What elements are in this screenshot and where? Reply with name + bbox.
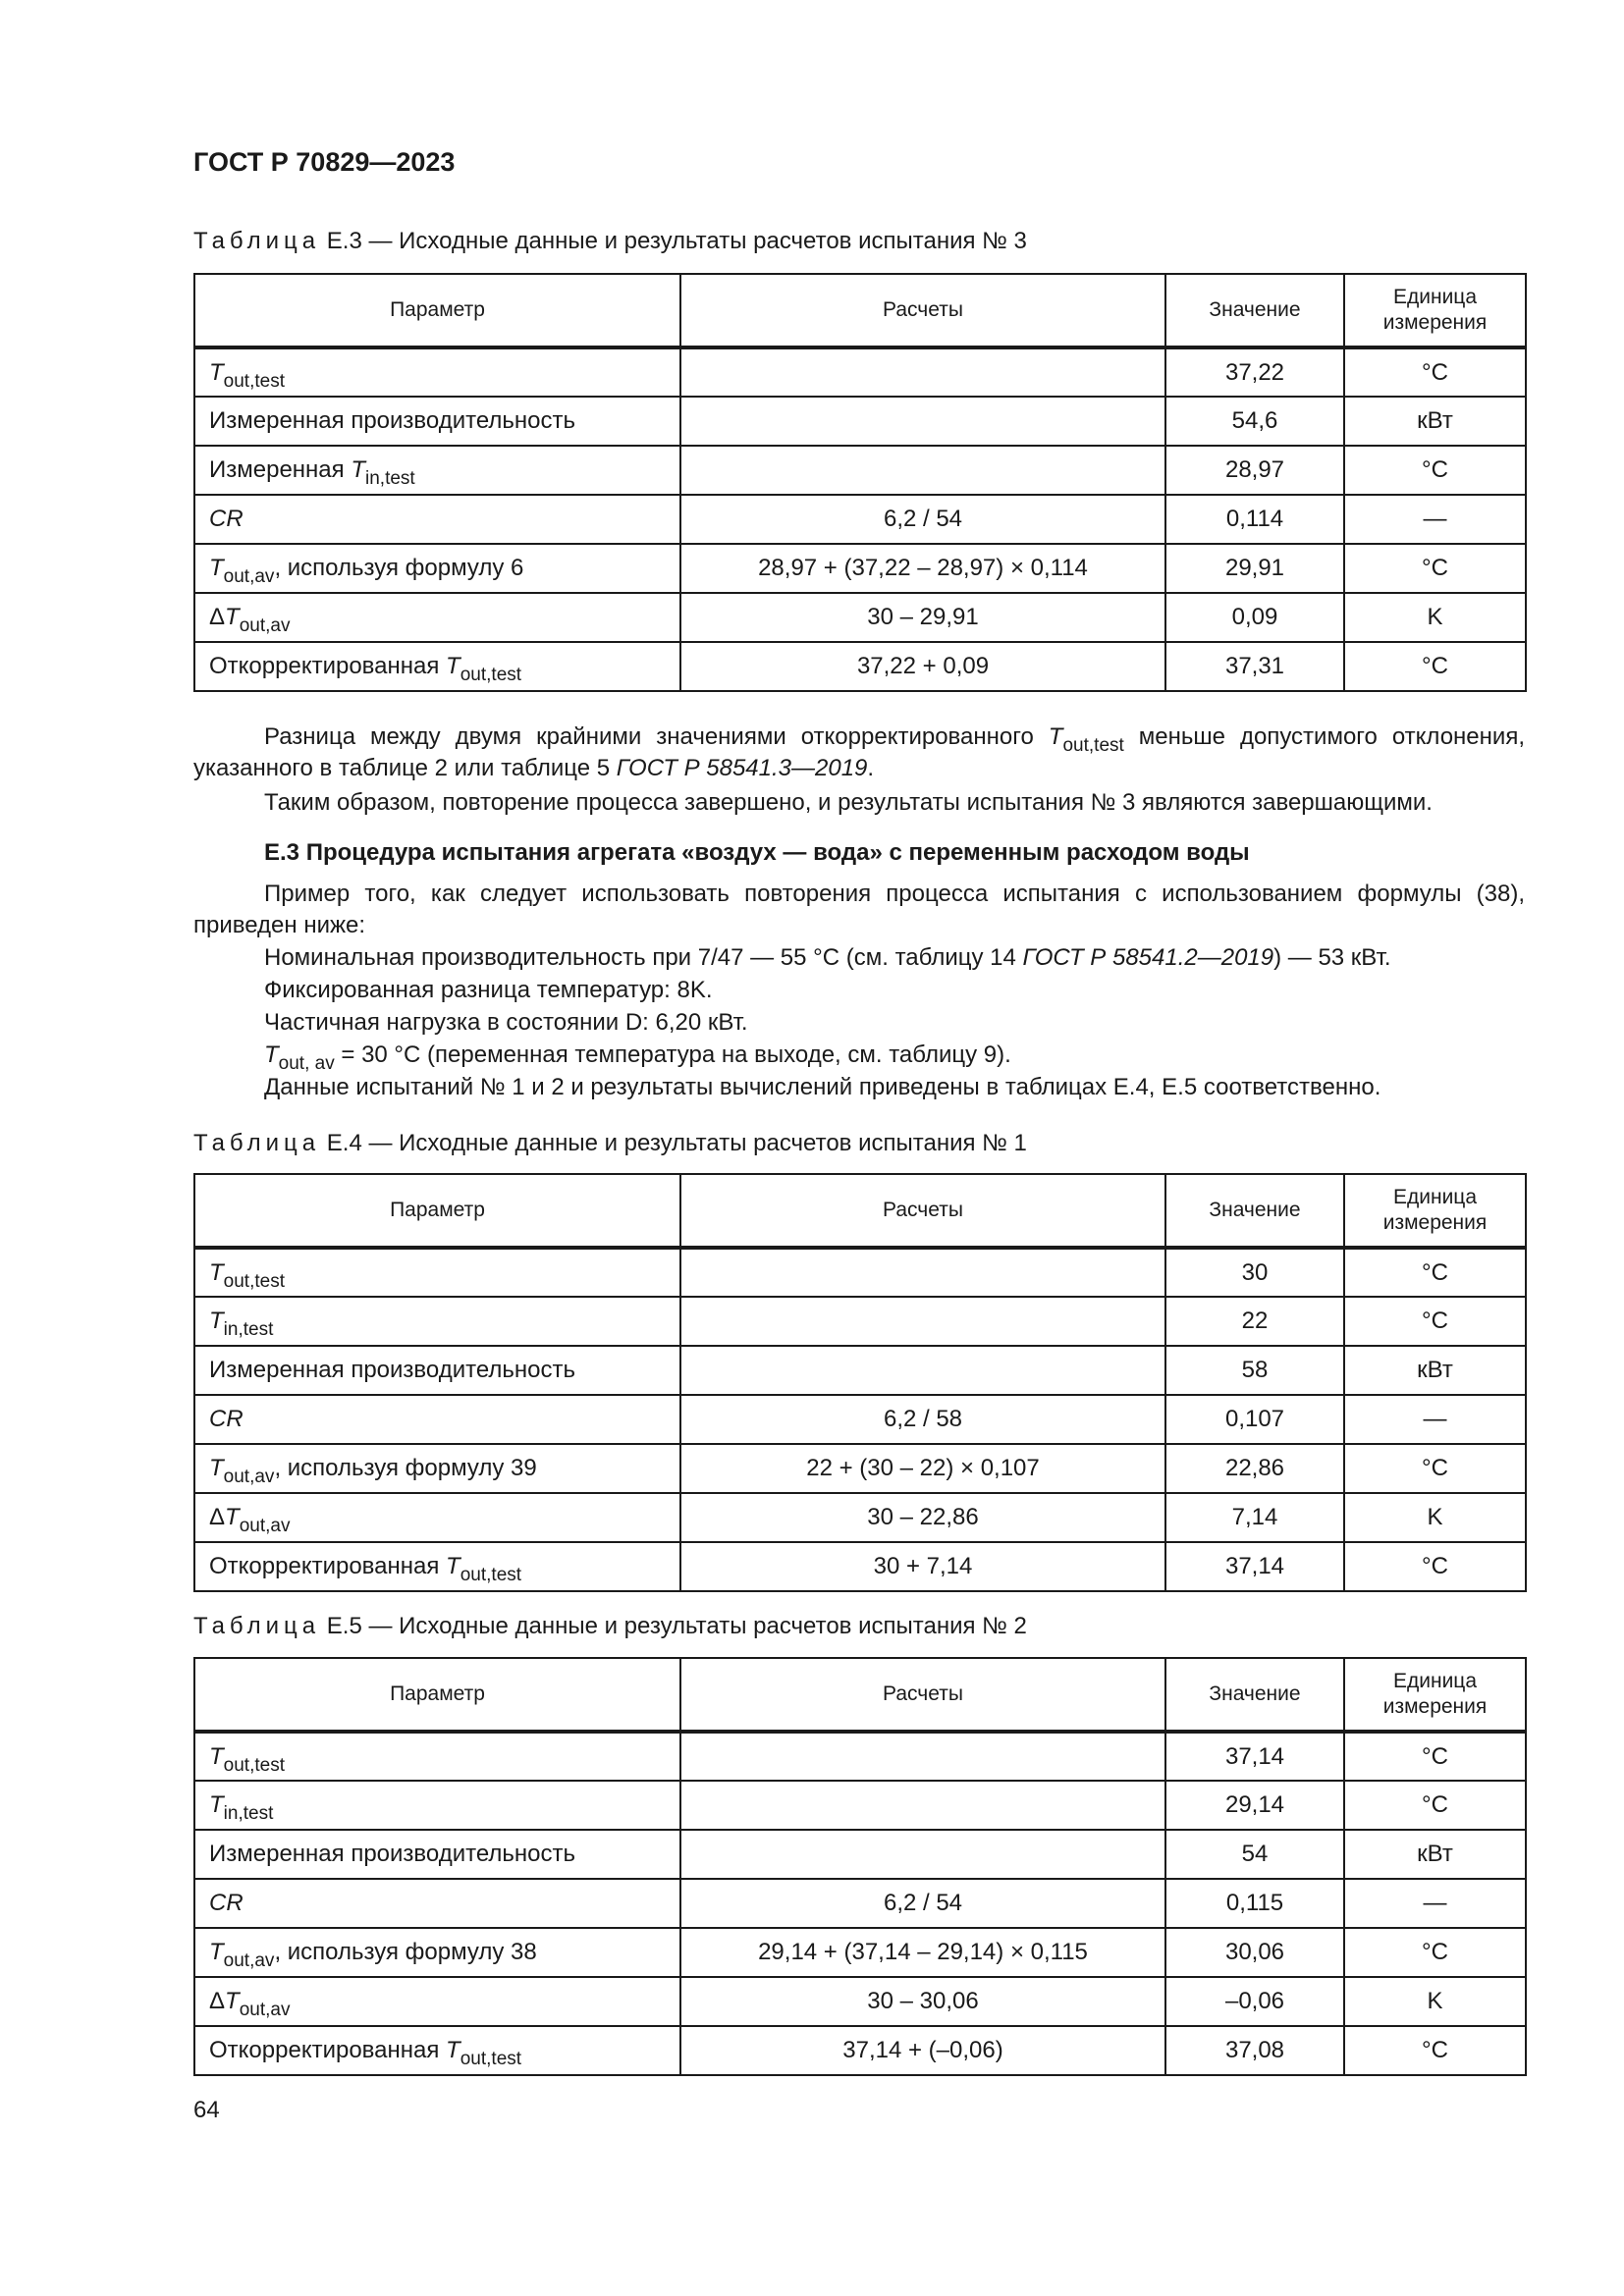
calc-cell	[680, 1830, 1165, 1879]
value-cell: 37,08	[1165, 2026, 1344, 2075]
unit-cell: °C	[1344, 1542, 1526, 1591]
header-param: Параметр	[194, 1658, 680, 1732]
unit-cell: кВт	[1344, 1830, 1526, 1879]
table-e4-caption	[193, 1130, 1027, 1157]
calc-cell: 29,14 + (37,14 – 29,14) × 0,115	[680, 1928, 1165, 1977]
param-cell: Измеренная производительность	[194, 397, 680, 446]
paragraph-difference: Разница между двумя крайними значениями откорректированного $T_{out,test}$ меньше допустимого отклонения, указанного в таблице 2 или таблице 5 ГОСТ Р 58541.3—2019.	[193, 723, 1525, 781]
param-cell: Откорректированная $T_{out,test}$	[194, 2026, 680, 2075]
document-header: ГОСТ Р 70829—2023	[193, 147, 456, 177]
unit-cell: кВт	[1344, 1346, 1526, 1395]
caption-text: Е.5 — Исходные данные и результаты расчетов испытания № 2	[326, 1613, 1027, 1639]
header-param: Параметр	[194, 274, 680, 347]
value-cell: 0,115	[1165, 1879, 1344, 1928]
table-row	[194, 1542, 1526, 1591]
param-cell: Откорректированная $T_{out,test}$	[194, 1542, 680, 1591]
value-cell: 29,91	[1165, 544, 1344, 593]
table-row	[194, 1395, 1526, 1444]
value-cell: 0,09	[1165, 593, 1344, 642]
line-partial-load: Частичная нагрузка в состоянии D: 6,20 кВт.	[264, 1009, 748, 1036]
table-row	[194, 495, 1526, 544]
table-row	[194, 1732, 1526, 1781]
unit-cell: —	[1344, 1395, 1526, 1444]
header-calc: Расчеты	[680, 274, 1165, 347]
value-cell: 0,107	[1165, 1395, 1344, 1444]
param-cell: CR	[194, 495, 680, 544]
unit-cell: °C	[1344, 1781, 1526, 1830]
param-cell: $\Delta T_{out,av}$	[194, 1493, 680, 1542]
table-row	[194, 1781, 1526, 1830]
table-row	[194, 1928, 1526, 1977]
unit-cell: K	[1344, 593, 1526, 642]
calc-cell	[680, 397, 1165, 446]
value-cell: 37,31	[1165, 642, 1344, 691]
value-cell: 37,14	[1165, 1542, 1344, 1591]
unit-cell: °C	[1344, 1444, 1526, 1493]
calc-cell	[680, 446, 1165, 495]
calc-cell	[680, 347, 1165, 397]
caption-word: Таблица	[193, 1613, 321, 1639]
calc-cell	[680, 1781, 1165, 1830]
table-row	[194, 2026, 1526, 2075]
param-cell: Откорректированная $T_{out,test}$	[194, 642, 680, 691]
header-value: Значение	[1165, 1174, 1344, 1248]
line-nominal-capacity: Номинальная производительность при 7/47 — 55 °C (см. таблицу 14 ГОСТ Р 58541.2—2019) — 53 кВт.	[264, 944, 1391, 971]
param-cell: $T_{out,av}$, используя формулу 39	[194, 1444, 680, 1493]
unit-cell: °C	[1344, 642, 1526, 691]
value-cell: 54,6	[1165, 397, 1344, 446]
table-row	[194, 1977, 1526, 2026]
value-cell: 22,86	[1165, 1444, 1344, 1493]
table-row	[194, 1346, 1526, 1395]
header-value: Значение	[1165, 274, 1344, 347]
unit-cell: °C	[1344, 446, 1526, 495]
unit-cell: °C	[1344, 2026, 1526, 2075]
page-number: 64	[193, 2097, 220, 2123]
value-cell: 29,14	[1165, 1781, 1344, 1830]
value-cell: 58	[1165, 1346, 1344, 1395]
param-cell: $T_{out,test}$	[194, 347, 680, 397]
table-row	[194, 593, 1526, 642]
table-e5	[193, 1657, 1527, 2076]
param-cell: $T_{out,av}$, используя формулу 6	[194, 544, 680, 593]
table-row	[194, 1879, 1526, 1928]
value-cell: 37,22	[1165, 347, 1344, 397]
table-header-row	[194, 1174, 1526, 1248]
table-header-row	[194, 1658, 1526, 1732]
unit-cell: °C	[1344, 544, 1526, 593]
paragraph-conclusion: Таким образом, повторение процесса завершено, и результаты испытания № 3 являются завершающими.	[264, 789, 1433, 816]
value-cell: 22	[1165, 1297, 1344, 1346]
caption-text: Е.4 — Исходные данные и результаты расчетов испытания № 1	[326, 1130, 1027, 1156]
value-cell: 0,114	[1165, 495, 1344, 544]
table-e5-caption	[193, 1613, 1027, 1640]
caption-word: Таблица	[193, 228, 321, 254]
param-cell: $T_{out,test}$	[194, 1248, 680, 1297]
param-cell: CR	[194, 1879, 680, 1928]
value-cell: 30,06	[1165, 1928, 1344, 1977]
value-cell: 54	[1165, 1830, 1344, 1879]
header-value: Значение	[1165, 1658, 1344, 1732]
header-calc: Расчеты	[680, 1174, 1165, 1248]
table-e3	[193, 273, 1527, 692]
unit-cell: °C	[1344, 1928, 1526, 1977]
value-cell: –0,06	[1165, 1977, 1344, 2026]
unit-cell: —	[1344, 495, 1526, 544]
table-e4	[193, 1173, 1527, 1592]
param-cell: $T_{in,test}$	[194, 1297, 680, 1346]
param-cell: Измеренная производительность	[194, 1830, 680, 1879]
table-row	[194, 1297, 1526, 1346]
caption-word: Таблица	[193, 1130, 321, 1156]
calc-cell: 30 – 30,06	[680, 1977, 1165, 2026]
table-row	[194, 397, 1526, 446]
table-row	[194, 1248, 1526, 1297]
unit-cell: кВт	[1344, 397, 1526, 446]
unit-cell: —	[1344, 1879, 1526, 1928]
header-calc: Расчеты	[680, 1658, 1165, 1732]
calc-cell: 6,2 / 54	[680, 495, 1165, 544]
line-temperature-difference: Фиксированная разница температур: 8K.	[264, 977, 713, 1003]
calc-cell: 37,22 + 0,09	[680, 642, 1165, 691]
calc-cell: 22 + (30 – 22) × 0,107	[680, 1444, 1165, 1493]
table-row	[194, 1444, 1526, 1493]
paragraph-example: Пример того, как следует использовать повторения процесса испытания с использованием формулы (38), приведен ниже:	[193, 881, 1525, 938]
calc-cell: 30 – 22,86	[680, 1493, 1165, 1542]
value-cell: 7,14	[1165, 1493, 1344, 1542]
calc-cell: 6,2 / 58	[680, 1395, 1165, 1444]
table-row	[194, 1493, 1526, 1542]
param-cell: Измеренная производительность	[194, 1346, 680, 1395]
header-param: Параметр	[194, 1174, 680, 1248]
calc-cell	[680, 1248, 1165, 1297]
calc-cell: 28,97 + (37,22 – 28,97) × 0,114	[680, 544, 1165, 593]
value-cell: 30	[1165, 1248, 1344, 1297]
line-tout-av: $T_{out, av} = 30$ °C (переменная температура на выходе, см. таблицу 9).	[264, 1041, 1011, 1074]
param-cell: $T_{out,test}$	[194, 1732, 680, 1781]
param-cell: $\Delta T_{out,av}$	[194, 1977, 680, 2026]
calc-cell: 37,14 + (–0,06)	[680, 2026, 1165, 2075]
calc-cell: 6,2 / 54	[680, 1879, 1165, 1928]
param-cell: CR	[194, 1395, 680, 1444]
calc-cell: 30 – 29,91	[680, 593, 1165, 642]
unit-cell: K	[1344, 1977, 1526, 2026]
unit-cell: °C	[1344, 347, 1526, 397]
param-cell: $T_{out,av}$, используя формулу 38	[194, 1928, 680, 1977]
value-cell: 37,14	[1165, 1732, 1344, 1781]
table-row	[194, 642, 1526, 691]
header-unit: Единица измерения	[1344, 274, 1526, 347]
table-row	[194, 1830, 1526, 1879]
unit-cell: °C	[1344, 1248, 1526, 1297]
header-unit: Единица измерения	[1344, 1174, 1526, 1248]
table-row	[194, 347, 1526, 397]
table-row	[194, 446, 1526, 495]
calc-cell: 30 + 7,14	[680, 1542, 1165, 1591]
caption-text: Е.3 — Исходные данные и результаты расчетов испытания № 3	[326, 228, 1027, 254]
table-header-row	[194, 274, 1526, 347]
calc-cell	[680, 1732, 1165, 1781]
unit-cell: °C	[1344, 1297, 1526, 1346]
unit-cell: K	[1344, 1493, 1526, 1542]
unit-cell: °C	[1344, 1732, 1526, 1781]
section-heading: Е.3 Процедура испытания агрегата «воздух — вода» с переменным расходом воды	[264, 839, 1250, 866]
calc-cell	[680, 1346, 1165, 1395]
value-cell: 28,97	[1165, 446, 1344, 495]
calc-cell	[680, 1297, 1165, 1346]
param-cell: $T_{in,test}$	[194, 1781, 680, 1830]
table-row	[194, 544, 1526, 593]
param-cell: Измеренная $T_{in,test}$	[194, 446, 680, 495]
table-e3-caption	[193, 228, 1027, 255]
param-cell: $\Delta T_{out,av}$	[194, 593, 680, 642]
header-unit: Единица измерения	[1344, 1658, 1526, 1732]
line-test-data: Данные испытаний № 1 и 2 и результаты вычислений приведены в таблицах Е.4, Е.5 соответственно.	[264, 1074, 1381, 1100]
